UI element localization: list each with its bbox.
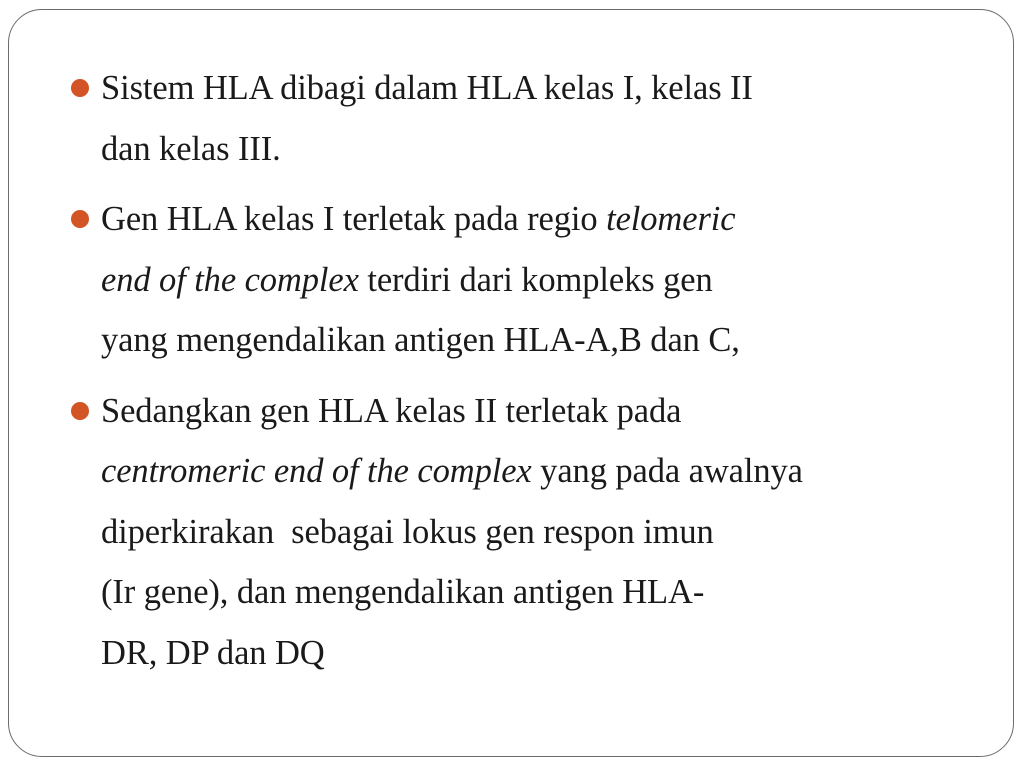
bullet-item-1 [71,58,961,179]
italic-term: telomeric [606,200,736,238]
text-span: yang mengendalikan antigen HLA-A,B dan C, [101,321,740,359]
slide-content [71,58,961,693]
text-span: terdiri dari kompleks gen [358,260,713,299]
text-span: Sedangkan gen HLA kelas II terletak pada [101,391,682,430]
italic-term: end of the complex [101,260,359,299]
slide-frame [8,9,1014,757]
bullet-3-line-1 [101,381,961,442]
text-span: DR, DP dan DQ [101,633,325,672]
italic-term: centromeric end of the complex [101,452,532,490]
bullet-3-line-5 [101,623,961,684]
bullet-item-2 [71,189,961,371]
text-span: diperkirakan sebagai lokus gen respon imun [101,512,714,551]
text-span: dan kelas III. [101,129,281,168]
bullet-2-line-2 [101,250,961,311]
bullet-2-line-1 [101,189,961,250]
text-span: Sistem HLA dibagi dalam HLA kelas I, kelas II [101,69,753,107]
text-span: yang pada awalnya [531,452,803,490]
bullet-3-line-4 [101,562,961,623]
bullet-3-line-2 [101,441,961,502]
bullet-dot-icon [71,79,89,97]
bullet-item-3 [71,381,961,684]
bullet-1-line-2 [101,119,961,180]
bullet-dot-icon [71,402,89,420]
bullet-2-line-3 [101,310,961,371]
bullet-3-line-3 [101,502,961,563]
bullet-dot-icon [71,210,89,228]
text-span: (Ir gene), dan mengendalikan antigen HLA- [101,573,705,611]
text-span: Gen HLA kelas I terletak pada regio [101,200,607,238]
bullet-1-line-1 [101,58,961,119]
